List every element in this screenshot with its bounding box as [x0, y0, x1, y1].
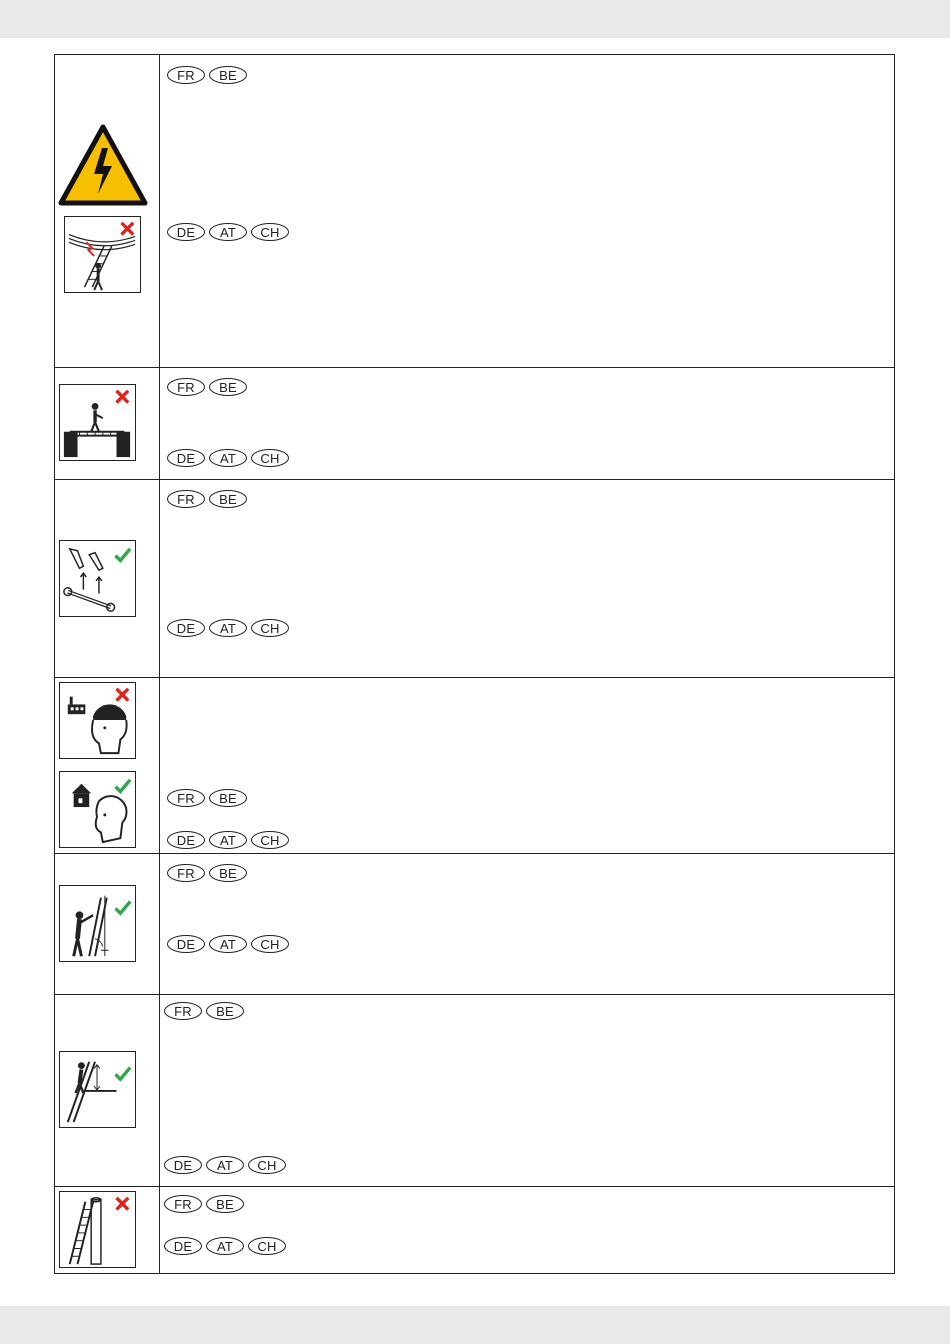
- language-badges-de-at-ch: [167, 935, 289, 953]
- lang-badge-ch: CH: [248, 1156, 286, 1174]
- table-row: [54, 994, 895, 1186]
- lang-badge-de: DE: [164, 1156, 202, 1174]
- text-cell: [159, 479, 895, 677]
- lang-badge-be: BE: [206, 1002, 244, 1020]
- language-badges-fr-be: [167, 864, 247, 882]
- table-row: [54, 367, 895, 479]
- language-badges-de-at-ch: [164, 1237, 286, 1255]
- text-cell: [159, 853, 895, 994]
- table-row: [54, 479, 895, 677]
- lang-badge-ch: CH: [251, 449, 289, 467]
- language-badges-fr-be: [164, 1195, 244, 1213]
- language-badges-fr-be: [167, 789, 247, 807]
- text-cell: [159, 1186, 895, 1274]
- lang-badge-fr: FR: [164, 1002, 202, 1020]
- table-row: [54, 54, 895, 367]
- language-badges-fr-be: [167, 66, 247, 84]
- lang-badge-ch: CH: [248, 1237, 286, 1255]
- pictogram-cell: [54, 853, 159, 994]
- lang-badge-ch: CH: [251, 223, 289, 241]
- lang-badge-be: BE: [209, 864, 247, 882]
- pictogram-cell: [54, 479, 159, 677]
- top-margin-bar: [0, 0, 950, 38]
- language-badges-de-at-ch: [167, 223, 289, 241]
- text-cell: [159, 677, 895, 853]
- pictogram-cell: [54, 994, 159, 1186]
- pictogram-cell: [54, 367, 159, 479]
- table-row: [54, 1186, 895, 1274]
- lang-badge-at: AT: [209, 449, 247, 467]
- lang-badge-at: AT: [206, 1237, 244, 1255]
- lang-badge-be: BE: [209, 66, 247, 84]
- lang-badge-be: BE: [209, 378, 247, 396]
- professional-use-prohibited-icon: [59, 682, 136, 759]
- language-badges-de-at-ch: [164, 1156, 286, 1174]
- power-line-ladder-prohibited-icon: [64, 216, 141, 293]
- text-cell: [159, 994, 895, 1186]
- pictogram-cell: [54, 1186, 159, 1274]
- lang-badge-de: DE: [167, 831, 205, 849]
- ladder-as-bridge-prohibited-icon: [59, 384, 136, 461]
- lang-badge-ch: CH: [251, 831, 289, 849]
- lang-badge-fr: FR: [167, 490, 205, 508]
- lang-badge-de: DE: [167, 223, 205, 241]
- language-badges-fr-be: [164, 1002, 244, 1020]
- lang-badge-be: BE: [209, 789, 247, 807]
- lang-badge-at: AT: [209, 223, 247, 241]
- lang-badge-de: DE: [164, 1237, 202, 1255]
- lang-badge-be: BE: [209, 490, 247, 508]
- language-badges-de-at-ch: [167, 449, 289, 467]
- lang-badge-at: AT: [209, 619, 247, 637]
- lang-badge-fr: FR: [167, 789, 205, 807]
- lang-badge-fr: FR: [167, 66, 205, 84]
- bottom-margin-bar: [0, 1306, 950, 1344]
- language-badges-fr-be: [167, 378, 247, 396]
- pictogram-cell: [54, 54, 159, 367]
- lang-badge-fr: FR: [164, 1195, 202, 1213]
- ladder-against-pole-prohibited-icon: [59, 1191, 136, 1268]
- maintenance-allowed-icon: [59, 540, 136, 617]
- language-badges-de-at-ch: [167, 619, 289, 637]
- text-cell: [159, 54, 895, 367]
- lang-badge-de: DE: [167, 619, 205, 637]
- setup-angle-allowed-icon: [59, 885, 136, 962]
- lang-badge-at: AT: [209, 935, 247, 953]
- lang-badge-de: DE: [167, 449, 205, 467]
- lang-badge-at: AT: [209, 831, 247, 849]
- pictogram-cell: [54, 677, 159, 853]
- table-row: [54, 677, 895, 853]
- lang-badge-fr: FR: [167, 378, 205, 396]
- lang-badge-de: DE: [167, 935, 205, 953]
- lang-badge-fr: FR: [167, 864, 205, 882]
- extension-above-landing-allowed-icon: [59, 1051, 136, 1128]
- lang-badge-at: AT: [206, 1156, 244, 1174]
- electric-hazard-icon: [58, 124, 148, 206]
- language-badges-de-at-ch: [167, 831, 289, 849]
- lang-badge-be: BE: [206, 1195, 244, 1213]
- text-cell: [159, 367, 895, 479]
- lang-badge-ch: CH: [251, 935, 289, 953]
- safety-instructions-table: [54, 54, 895, 1274]
- household-use-allowed-icon: [59, 771, 136, 848]
- language-badges-fr-be: [167, 490, 247, 508]
- lang-badge-ch: CH: [251, 619, 289, 637]
- table-row: [54, 853, 895, 994]
